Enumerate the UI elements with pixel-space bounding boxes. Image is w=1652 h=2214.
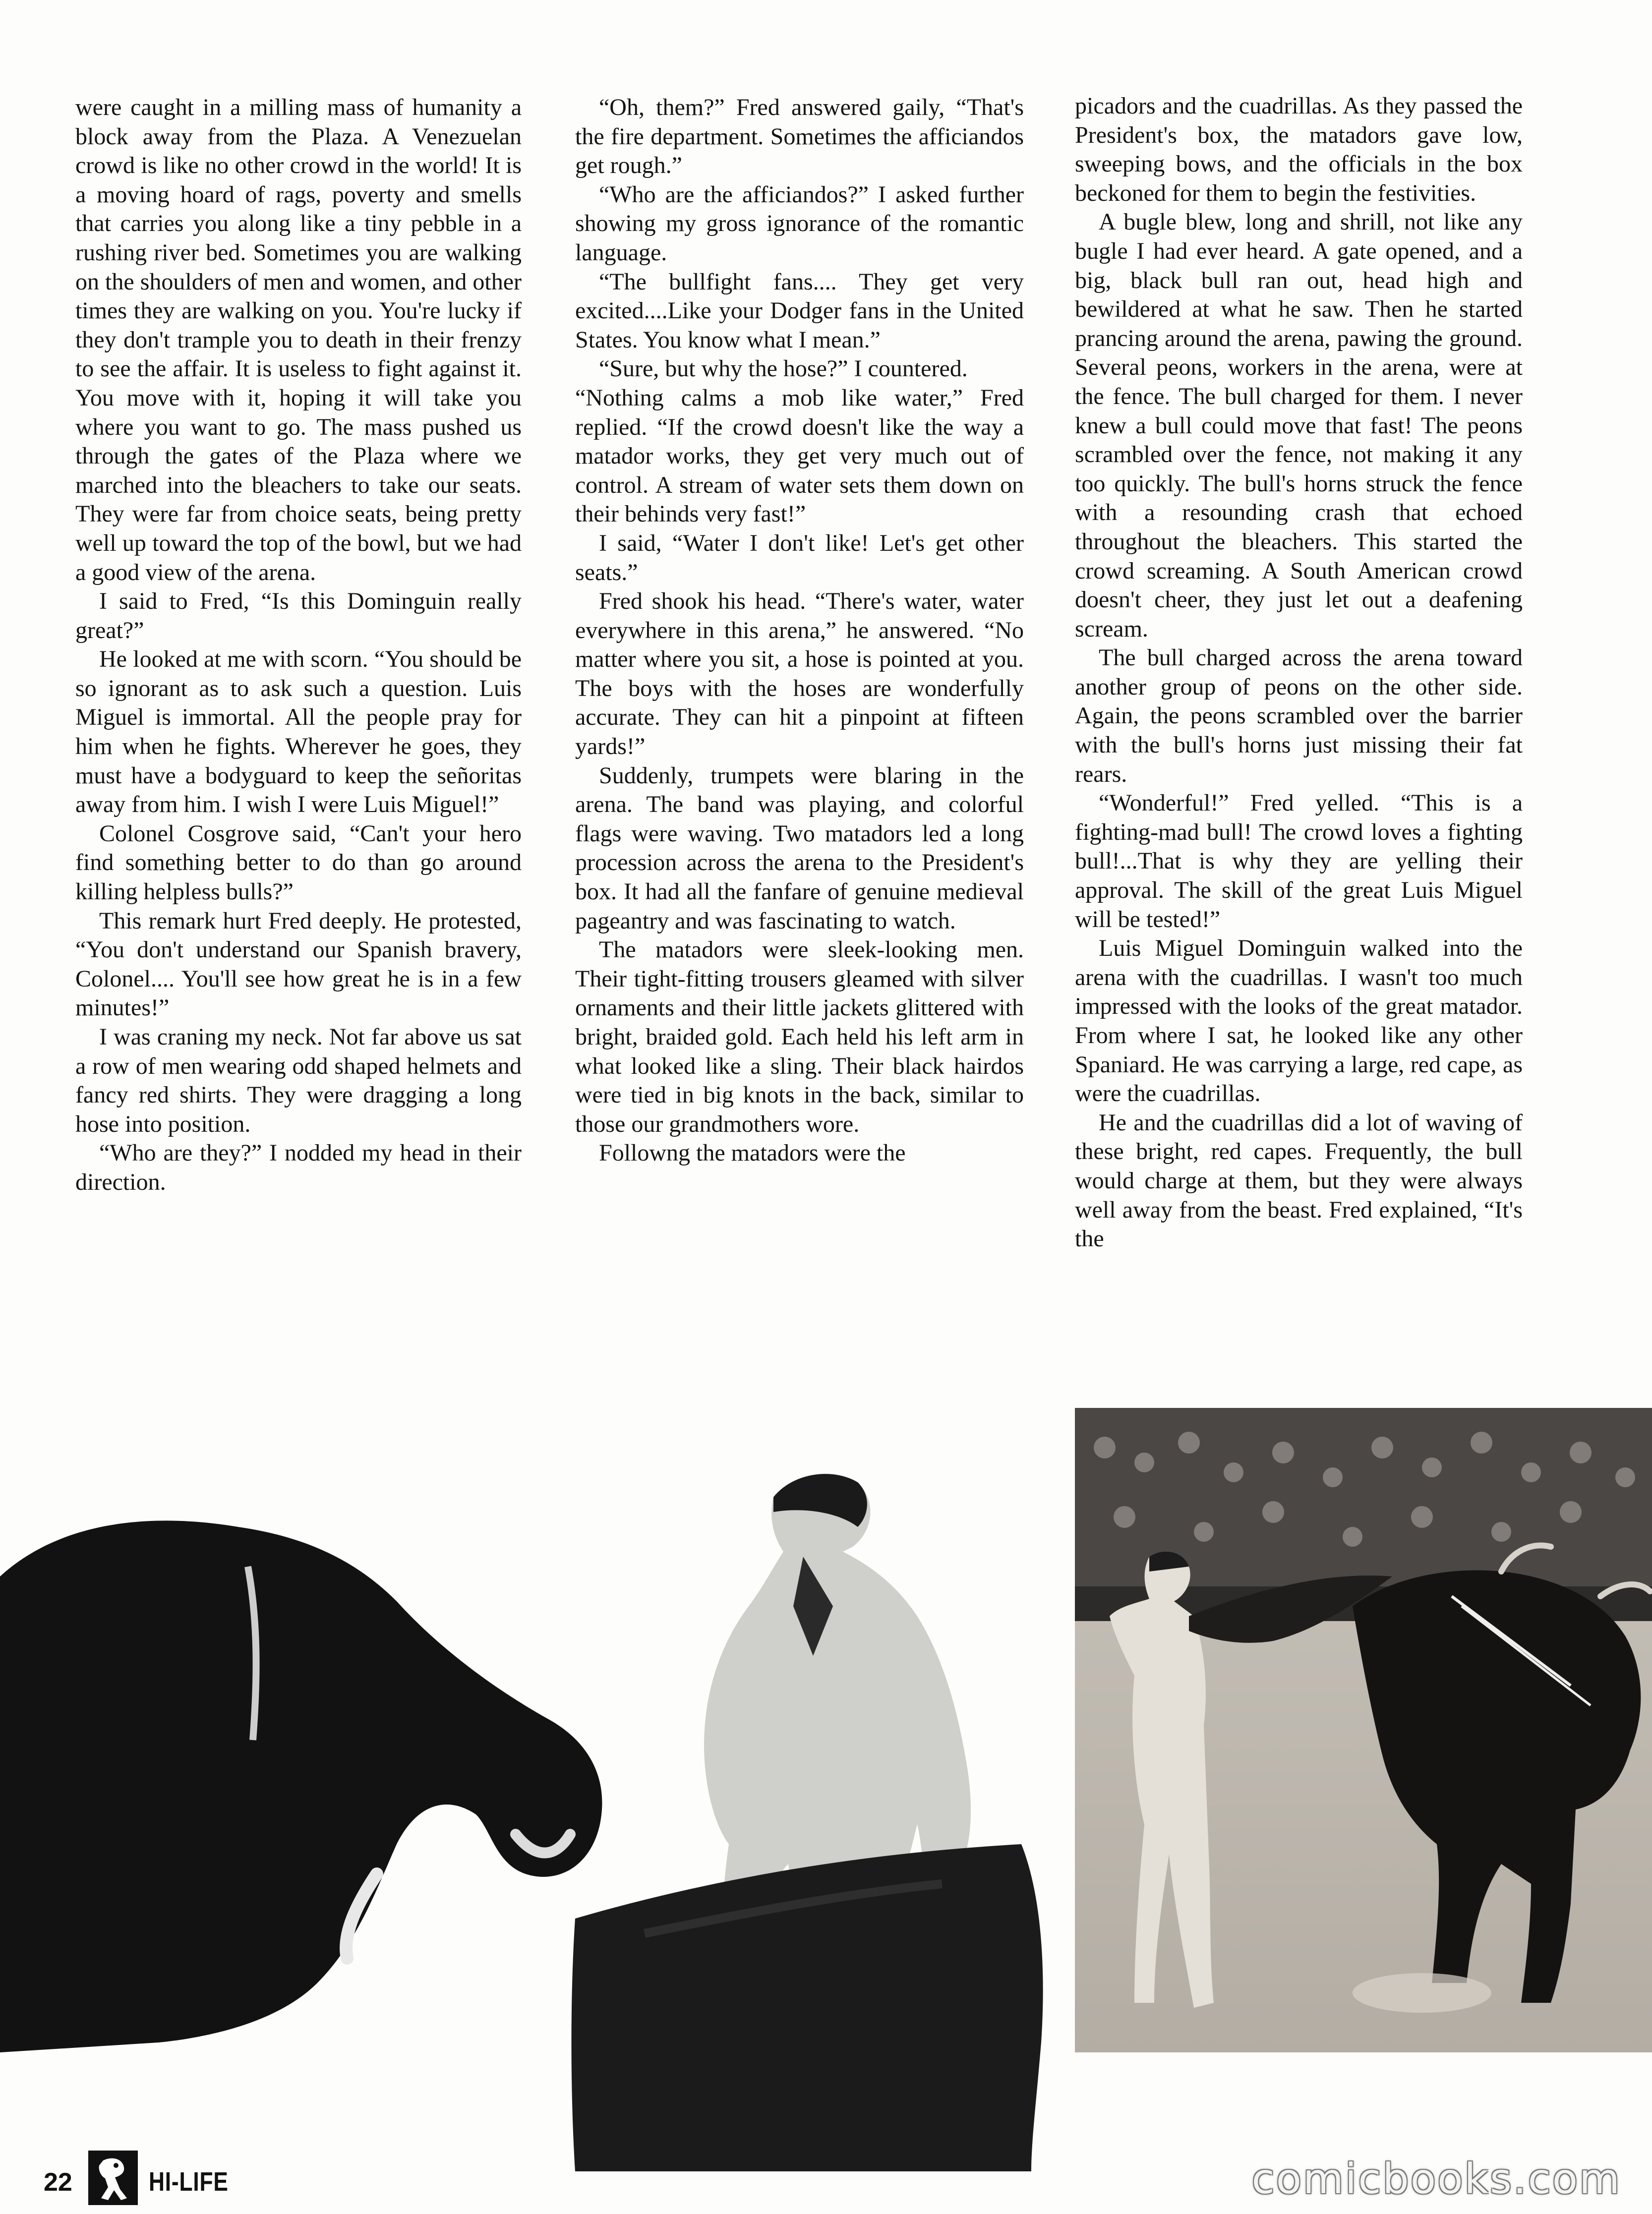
article-paragraph: He and the cuadrillas did a lot of waving of these bright, red capes. Frequently, the bull would charge at them, but they were always well away from the beast. Fred explained, “It's the: [1075, 1109, 1523, 1252]
magazine-brand: HI-LIFE: [149, 2167, 229, 2197]
article-paragraph: Fred shook his head. “There's water, water everywhere in this arena,” he answered. “No matter where you sit, a hose is pointed at you. The boys with the hoses are wonderfully accurate. They can hit a pinpoint at fifteen yards!”: [575, 588, 1024, 760]
article-paragraph: Suddenly, trumpets were blaring in the arena. The band was playing, and colorful flags were waving. Two matadors led a long procession across the arena to the President's box. It had all the fanfare of genuine medieval pageantry and was fascinating to watch.: [575, 762, 1024, 934]
article-paragraph: I said, “Water I don't like! Let's get other seats.”: [575, 529, 1024, 585]
article-paragraph: The matadors were sleek-looking men. Their tight-fitting trousers gleamed with silver ornaments and their little jackets glittered with bright, braided gold. Each held his left arm in what looked like a sling. Their black hairdos were tied in big knots in the back, similar to those our grandmothers wore.: [575, 936, 1024, 1137]
article-paragraph: “Wonderful!” Fred yelled. “This is a fighting-mad bull! The crowd loves a fighting bull!...That is why they are yelling their approval. The skill of the great Luis Miguel will be tested!”: [1075, 790, 1523, 932]
article-column-1: [75, 93, 522, 1197]
page-number: 22: [44, 2168, 72, 2197]
article-paragraph: He looked at me with scorn. “You should be so ignorant as to ask such a question. Luis Miguel is immortal. All the people pray for him when he fights. Wherever he goes, they must have a bodyguard to keep the señoritas away from him. I wish I were Luis Miguel!”: [75, 646, 522, 818]
article-paragraph: “Who are they?” I nodded my head in their direction.: [75, 1140, 522, 1195]
article-paragraph: The bull charged across the arena toward another group of peons on the other side. Again, the peons scrambled over the barrier with the bull's horns just missing their fat rears.: [1075, 644, 1523, 787]
article-column-2: [575, 93, 1024, 1168]
watermark-text: comicbooks.com: [1251, 2155, 1621, 2203]
article-paragraph: Followng the matadors were the: [599, 1140, 906, 1166]
photo-matador-in-arena-drawing: [1075, 1408, 1652, 2052]
article-paragraph: were caught in a milling mass of humanity a block away from the Plaza. A Venezuelan crowd is like no other crowd in the world! It is a moving hoard of rags, poverty and smells that carries you along like a tiny pebble in a rushing river bed. Sometimes you are walking on the shoulders of men and women, and other times they are walking on you. You're lucky if they don't trample you to death in their frenzy to see the affair. It is useless to fight against it. You move with it, hoping it will take you where you want to go. The mass pushed us through the gates of the Plaza where we marched into the bleachers to take our seats. They were far from choice seats, being pretty well up toward the top of the bowl, but we had a good view of the arena.: [75, 94, 522, 585]
article-column-3: [1075, 92, 1523, 1254]
article-paragraph: This remark hurt Fred deeply. He protested, “You don't understand our Spanish bravery, Colonel.... You'll see how great he is in a few minutes!”: [75, 907, 522, 1021]
article-paragraph: “Sure, but why the hose?” I countered.: [599, 355, 968, 382]
photo-matador-and-bull-drawing: [0, 1398, 1061, 2171]
article-paragraph: “The bullfight fans.... They get very excited....Like your Dodger fans in the United States. You know what I mean.”: [575, 268, 1024, 353]
article-paragraph: picadors and the cuadrillas. As they passed the President's box, the matadors gave low, sweeping bows, and the officials in the box beckoned for them to begin the festivities.: [1075, 93, 1523, 206]
article-paragraph: “Nothing calms a mob like water,” Fred replied. “If the crowd doesn't like the way a matador works, they get very much out of control. A stream of water sets them down on their behinds very fast!”: [575, 384, 1024, 527]
article-paragraph: “Oh, them?” Fred answered gaily, “That's the fire department. Sometimes the afficiandos get rough.”: [575, 94, 1024, 179]
article-paragraph: Colonel Cosgrove said, “Can't your hero find something better to do than go around killing helpless bulls?”: [75, 820, 522, 905]
article-paragraph: “Who are the afficiandos?” I asked further showing my gross ignorance of the romantic language.: [575, 181, 1024, 266]
article-paragraph: Luis Miguel Dominguin walked into the arena with the cuadrillas. I wasn't too much impressed with the looks of the great matador. From where I sat, he looked like any other Spaniard. He was carrying a large, red cape, as were the cuadrillas.: [1075, 935, 1523, 1107]
photo-matador-and-bull: [0, 1398, 1061, 2171]
photo-matador-in-arena: [1075, 1408, 1652, 2052]
article-paragraph: A bugle blew, long and shrill, not like any bugle I had ever heard. A gate opened, and a big, black bull ran out, head high and bewildered at what he saw. Then he started prancing around the arena, pawing the ground. Several peons, workers in the arena, were at the fence. The bull charged for them. I never knew a bull could move that fast! The peons scrambled over the fence, not making it any too quickly. The bull's horns struck the fence with a resounding crash that echoed throughout the bleachers. This started the crowd screaming. A South American crowd doesn't cheer, they just let out a deafening scream.: [1075, 209, 1523, 642]
article-paragraph: I was craning my neck. Not far above us sat a row of men wearing odd shaped helmets and fancy red shirts. They were dragging a long hose into position.: [75, 1024, 522, 1137]
article-paragraph: I said to Fred, “Is this Dominguin really great?”: [75, 588, 522, 643]
hi-life-logo-icon: [88, 2151, 138, 2205]
